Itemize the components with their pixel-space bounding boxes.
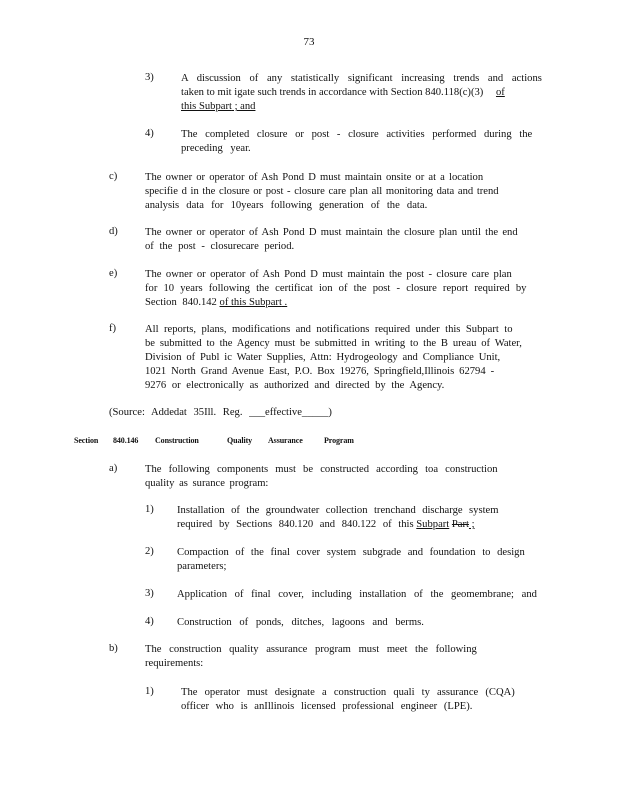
item-text: The owner or operator of Ash Pond D must maintain the post - closure care plan for 10 years following the certificat ion of the post - closure report required by Section 840.142 of this Subpart . xyxy=(145,269,527,308)
item-label: f) xyxy=(109,323,117,334)
item-label: 3) xyxy=(145,72,154,83)
item-label: 1) xyxy=(145,504,154,515)
item-label: c) xyxy=(109,171,118,182)
item-text: All reports, plans, modifications and notifications required under this Subpart to be submitted to the Agency must be submitted in writing to the B ureau of Water, Division of Publ ic Water Supplies, Attn: Hydrogeology and Compliance Unit, 1021 North Grand Avenue East, P.O. Box 19276, Springfield,Illinois 62794 - 9276 or electronically as authorized and directed by the Agency. xyxy=(145,324,522,391)
item-text: The operator must designate a construction quali ty assurance (CQA) officer who is anIllinois licensed professional engineer (LPE). xyxy=(181,687,515,712)
item-label: 3) xyxy=(145,588,154,599)
item-label: d) xyxy=(109,226,118,237)
item-text: The following components must be constructed according toa construction quality as surance program: xyxy=(145,464,498,489)
item-text: The completed closure or post - closure activities performed during the preceding year. xyxy=(181,129,533,154)
item-text: A discussion of any statistically significant increasing trends and actions taken to mit igate such trends in accordance with Section 840.118(c)(3) of this Subpart ; and xyxy=(181,73,542,112)
item-text: The owner or operator of Ash Pond D must maintain onsite or at a location specifie d in the closure or post - closure care plan all monitoring data and trend analysis data for 10years following generation of the data. xyxy=(145,172,499,211)
item-text: The construction quality assurance program must meet the following requirements: xyxy=(145,644,477,669)
item-label: 4) xyxy=(145,616,154,627)
item-text: The owner or operator of Ash Pond D must maintain the closure plan until the end of the post - closurecare period. xyxy=(145,227,518,252)
source-note: (Source: Addedat 35Ill. Reg. ___effective_____) xyxy=(109,407,332,418)
item-label: 1) xyxy=(145,686,154,697)
item-label: 4) xyxy=(145,128,154,139)
item-text: Construction of ponds, ditches, lagoons and berms. xyxy=(177,617,424,628)
item-text: Installation of the groundwater collection trenchand discharge system required by Sections 840.120 and 840.122 of this Subpart Part ; xyxy=(177,505,499,530)
item-label: 2) xyxy=(145,546,154,557)
item-label: a) xyxy=(109,463,118,474)
page-number: 73 xyxy=(303,36,315,48)
document-page: 73 3) A discussion of any statistically significant increasing trends and actions taken to mit igate such trends in accordance with Section 840.118(c)(3) of this Subpart ; and 4) The completed closure or post - closure activities performed during the preceding year. c) The owner or operator of Ash Pond D must maintain onsite or at a location specifie d in the closure or post - closure care plan all monitoring data and trend analysis data for 10years following generation of the data. d) The owner or operator of Ash Pond D must maintain the closure plan until the end of the post - closurecare period. e) The owner or operator of Ash Pond D must maintain the post - closure care plan for 10 years following the certificat ion of the post - closure report required by Section 840.142 of this Subpart . f) All reports, plans, modifications and notifications required under this Subpart to be submitted to the Agency must be submitted in writing to the B ureau of Water, Division of Publ ic Water Supplies, Attn: Hydrogeology and Compliance Unit, 1021 North Grand Avenue East, P.O. Box 19276, Springfield,Illinois 62794 - 9276 or electronically as authorized and directed by the Agency. (Source: Addedat 35Ill. Reg. ___effective_____) Section 840.146 Construction Quality Assurance Program a) The following components must be constructed according toa construction quality as surance program: 1) Installation of the groundwater collection trenchand discharge system required by Sections 840.120 and 840.122 of this Subpart Part ; 2) Compaction of the final cover system subgrade and foundation to design parameters; 3) Application of final cover, including installation of the geomembrane; and 4) Construction of ponds, ditches, lagoons and berms. b) The construction quality assurance program must meet the following requirements: 1) The operator must designate a construction quali ty assurance (CQA) officer who is anIllinois licensed professional engineer (LPE). xyxy=(0,0,618,800)
item-label: e) xyxy=(109,268,118,279)
item-text: Application of final cover, including installation of the geomembrane; and xyxy=(177,589,537,600)
item-text: Compaction of the final cover system subgrade and foundation to design parameters; xyxy=(177,547,525,572)
item-label: b) xyxy=(109,643,118,654)
